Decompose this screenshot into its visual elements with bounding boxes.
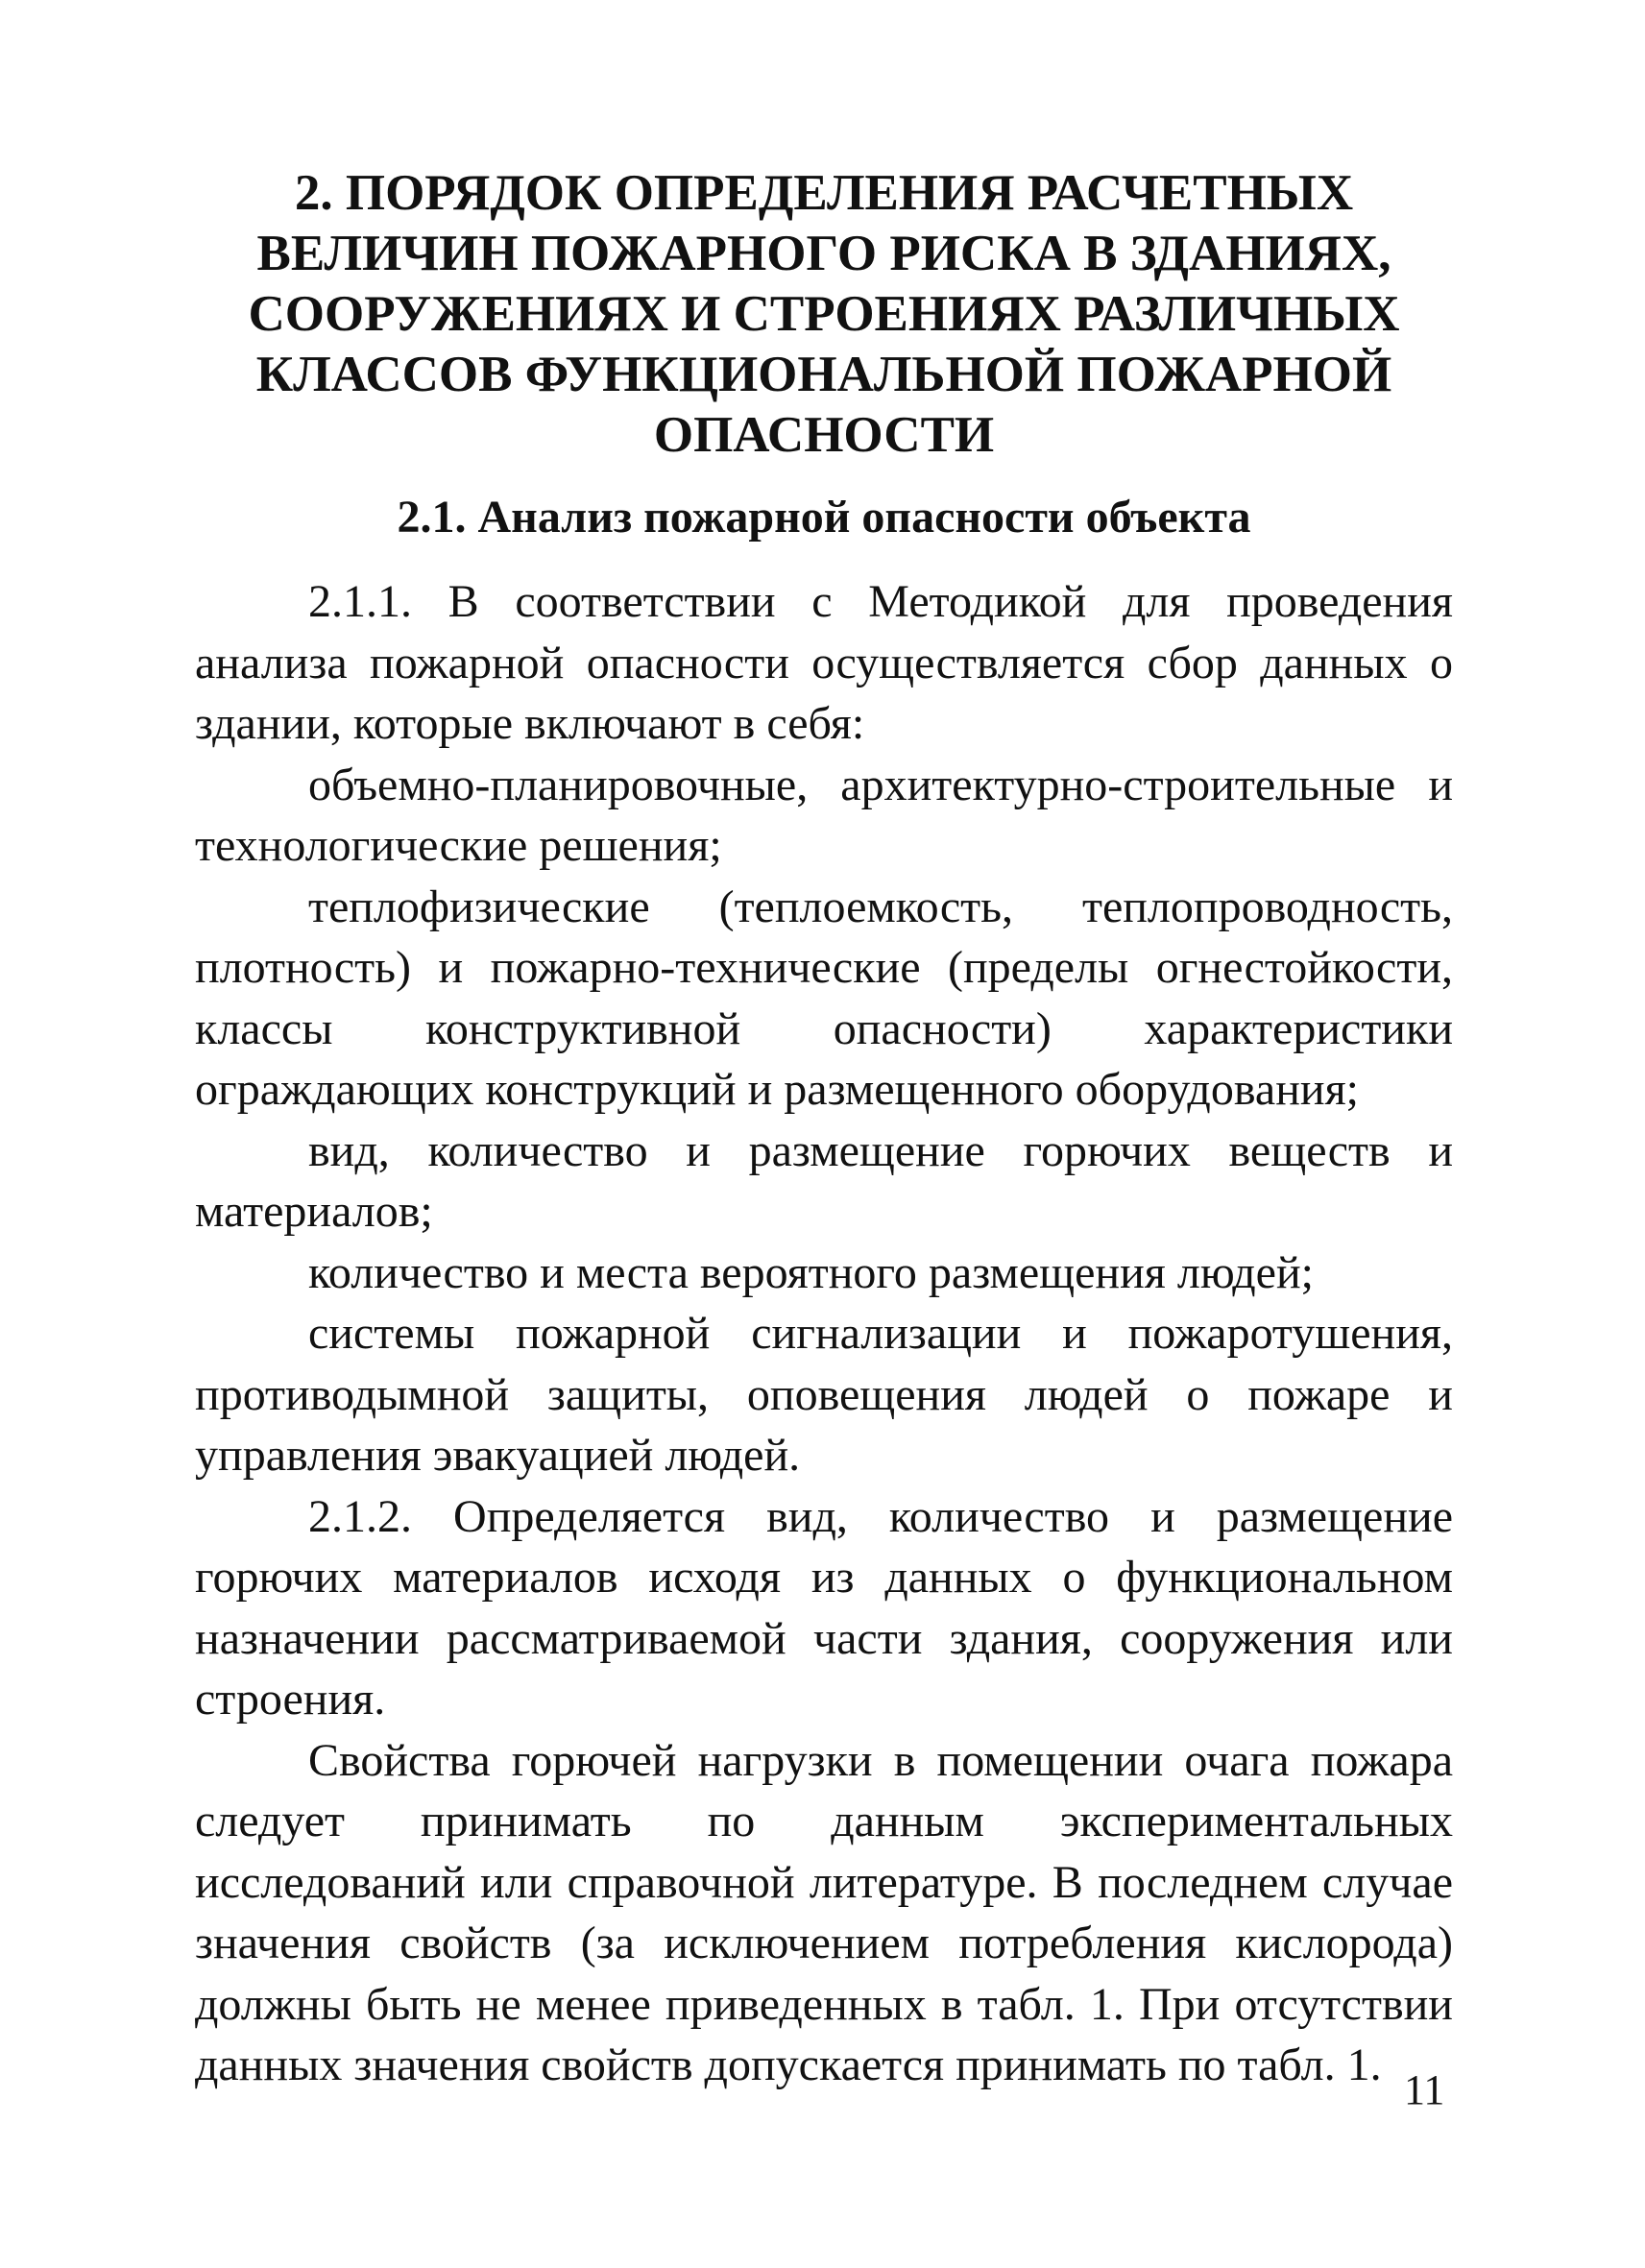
list-item-combustibles: вид, количество и размещение горючих веществ и материалов;	[195, 1124, 1453, 1237]
list-item-systems: системы пожарной сигнализации и пожаротушения, противодымной защиты, оповещения людей о пожаре и управления эвакуацией людей.	[195, 1308, 1453, 1481]
section-title-line: ОПАСНОСТИ	[653, 407, 995, 463]
list-item-planning: объемно-планировочные, архитектурно-строительные и технологические решения;	[195, 759, 1453, 871]
paragraph-2-1-1: 2.1.1. В соответствии с Методикой для проведения анализа пожарной опасности осуществляется сбор данных о здании, которые включают в себя:	[195, 576, 1453, 749]
section-title-line: 2. ПОРЯДОК ОПРЕДЕЛЕНИЯ РАСЧЕТНЫХ	[294, 165, 1354, 221]
body-text	[195, 571, 1453, 2096]
section-title	[195, 163, 1453, 466]
document-page	[195, 163, 1453, 2096]
page-number: 11	[1404, 2066, 1445, 2113]
section-title-line: СООРУЖЕНИЯХ И СТРОЕНИЯХ РАЗЛИЧНЫХ	[248, 286, 1400, 342]
paragraph-fuel-load: Свойства горючей нагрузки в помещении очага пожара следует принимать по данным экспериментальных исследований или справочной литературе. В последнем случае значения свойств (за исключением потребления кислорода) должны быть не менее приведенных в табл. 1. При отсутствии данных значения свойств допускается принимать по табл. 1.	[195, 1734, 1453, 2090]
section-title-line: ВЕЛИЧИН ПОЖАРНОГО РИСКА В ЗДАНИЯХ,	[256, 226, 1391, 281]
subsection-title: 2.1. Анализ пожарной опасности объекта	[397, 492, 1251, 543]
paragraph-2-1-2: 2.1.2. Определяется вид, количество и размещение горючих материалов исходя из данных о функциональном назначении рассматриваемой части здания, сооружения или строения.	[195, 1490, 1453, 1725]
list-item-people: количество и места вероятного размещения людей;	[308, 1246, 1314, 1298]
section-title-line: КЛАССОВ ФУНКЦИОНАЛЬНОЙ ПОЖАРНОЙ	[255, 347, 1392, 402]
list-item-thermophysical: теплофизические (теплоемкость, теплопроводность, плотность) и пожарно-технические (пределы огнестойкости, классы конструктивной опасности) характеристики ограждающих конструкций и размещенного оборудования;	[195, 881, 1453, 1115]
